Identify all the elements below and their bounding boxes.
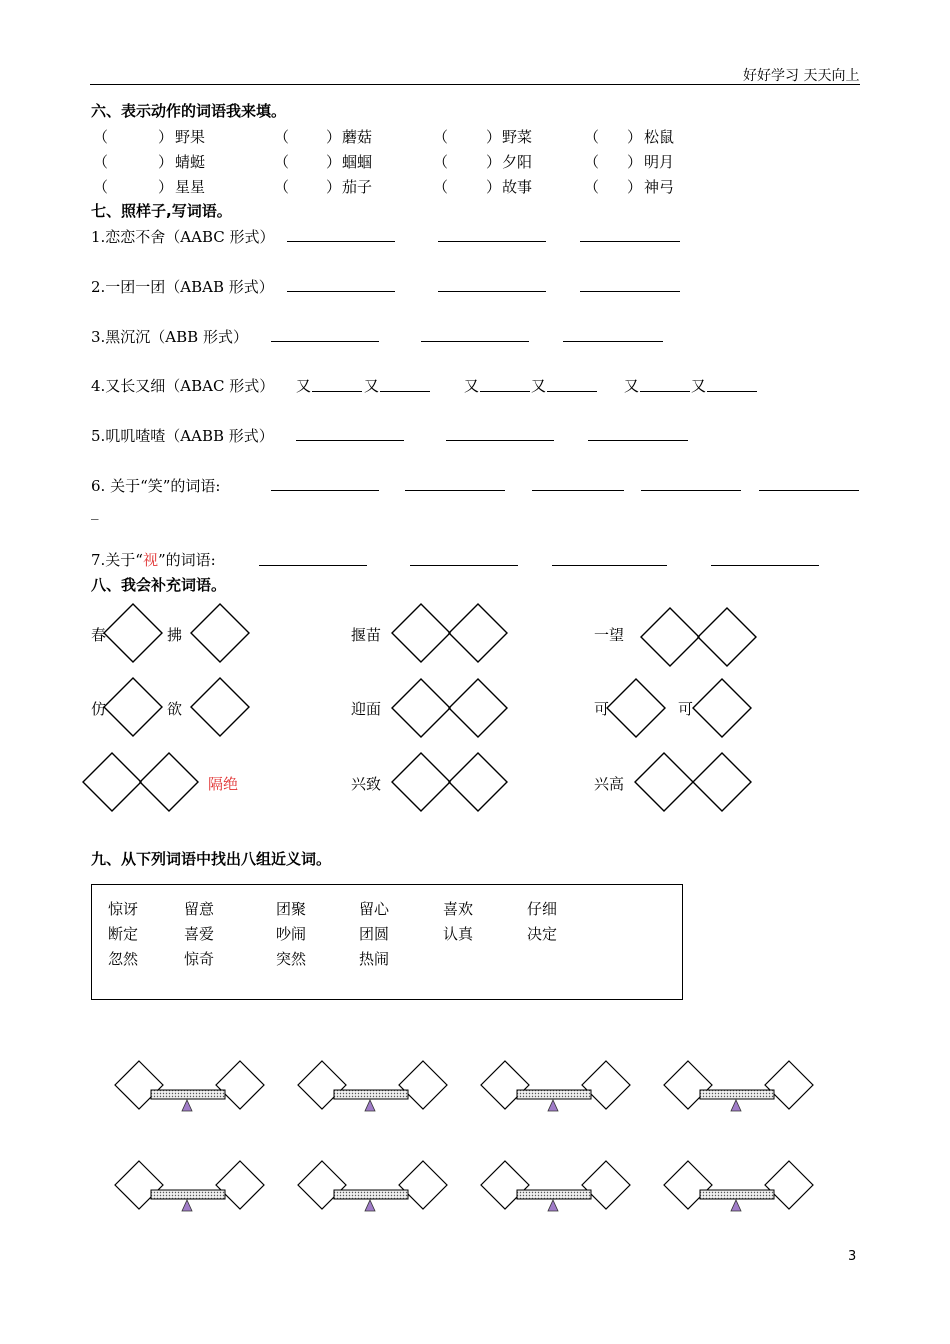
scale-beam [700,1090,774,1099]
object-word: 故事 [502,178,533,196]
label-fu: 拂 [167,626,183,644]
close-paren: ） [627,128,643,146]
item-7-pre: 7.关于“ [91,551,143,569]
section-9-title: 九、从下列词语中找出八组近义词。 [91,850,332,868]
object-word: 野果 [175,128,206,146]
you-char: 又 [691,377,707,395]
answer-diamond[interactable] [582,1161,630,1209]
fulcrum-triangle [365,1100,375,1111]
answer-diamond[interactable] [399,1161,447,1209]
fulcrum-triangle [548,1100,558,1111]
object-word: 神弓 [644,178,675,196]
answer-diamond[interactable] [115,1161,163,1209]
fulcrum-triangle [365,1200,375,1211]
bank-word: 留意 [184,900,215,918]
close-paren: ） [158,153,174,171]
balance-scale [298,1161,447,1211]
header-motto: 好好学习 天天向上 [743,68,860,84]
bank-word: 团聚 [276,900,307,918]
fulcrum-triangle [548,1200,558,1211]
open-paren: （ [274,128,290,146]
open-paren: （ [584,178,600,196]
object-word: 夕阳 [502,153,533,171]
answer-diamond[interactable] [664,1161,712,1209]
close-paren: ） [326,153,342,171]
balance-scale [481,1161,630,1211]
fulcrum-triangle [731,1100,741,1111]
label-yu: 欲 [167,700,183,718]
open-paren: （ [584,153,600,171]
bank-word: 喜爱 [184,925,215,943]
close-paren: ） [326,178,342,196]
close-paren: ） [627,178,643,196]
open-paren: （ [93,153,109,171]
fulcrum-triangle [731,1200,741,1211]
object-word: 蝈蝈 [342,153,373,171]
bank-word: 认真 [443,925,474,943]
bank-word: 忽然 [108,950,139,968]
close-paren: ） [627,153,643,171]
bank-word: 惊讶 [108,900,139,918]
item-5-label: 5.叽叽喳喳（AABB 形式） [91,427,274,445]
bank-word: 吵闹 [276,925,307,943]
answer-diamond[interactable] [664,1061,712,1109]
balance-scale [481,1061,630,1111]
close-paren: ） [158,178,174,196]
label-fang: 仿 [91,700,107,718]
close-paren: ） [486,178,502,196]
bank-word: 断定 [108,925,139,943]
item-3-label: 3.黑沉沉（ABB 形式） [91,328,248,346]
label-xinggao: 兴高 [594,775,625,793]
you-char: 又 [624,377,640,395]
answer-diamond[interactable] [115,1061,163,1109]
you-char: 又 [364,377,380,395]
close-paren: ） [326,128,342,146]
open-paren: （ [433,178,449,196]
you-char: 又 [531,377,547,395]
close-paren: ） [486,153,502,171]
page-number: 3 [848,1249,857,1264]
bank-word: 团圆 [359,925,390,943]
item-6-label: 6. 关于“笑”的词语: [91,477,221,495]
bank-word: 热闹 [359,950,390,968]
close-paren: ） [158,128,174,146]
balance-scale [664,1061,813,1111]
fulcrum-triangle [182,1100,192,1111]
object-word: 茄子 [342,178,373,196]
bank-word: 惊奇 [184,950,215,968]
wrap-dash: _ [91,502,99,520]
you-char: 又 [464,377,480,395]
item-1-label: 1.恋恋不舍（AABC 形式） [91,228,275,246]
open-paren: （ [274,153,290,171]
scale-beam [517,1090,591,1099]
answer-diamond[interactable] [216,1061,264,1109]
label-yiwang: 一望 [594,626,625,644]
close-paren: ） [486,128,502,146]
item-4-label: 4.又长又细（ABAC 形式） [91,377,275,395]
item-2-label: 2.一团一团（ABAB 形式） [91,278,274,296]
scale-beam [334,1190,408,1199]
label-ke-2: 可 [678,700,694,718]
fulcrum-triangle [182,1200,192,1211]
bank-word: 突然 [276,950,307,968]
bank-word: 仔细 [527,900,558,918]
object-word: 蜻蜓 [175,153,206,171]
object-word: 星星 [175,178,206,196]
answer-diamond[interactable] [481,1061,529,1109]
balance-scale [115,1061,264,1111]
section-6-title: 六、表示动作的词语我来填。 [91,102,287,120]
object-word: 明月 [644,153,675,171]
answer-diamond[interactable] [765,1161,813,1209]
label-gejue: 隔绝 [208,775,239,793]
open-paren: （ [274,178,290,196]
scale-beam [517,1190,591,1199]
answer-diamond[interactable] [765,1061,813,1109]
you-char: 又 [296,377,312,395]
object-word: 野菜 [502,128,533,146]
answer-diamond[interactable] [298,1161,346,1209]
open-paren: （ [93,128,109,146]
open-paren: （ [584,128,600,146]
scale-beam [700,1190,774,1199]
scale-beam [151,1190,225,1199]
open-paren: （ [433,128,449,146]
section-8-title: 八、我会补充词语。 [91,576,227,594]
bank-word: 喜欢 [443,900,474,918]
answer-diamond[interactable] [582,1061,630,1109]
object-word: 松鼠 [644,128,675,146]
scale-beam [334,1090,408,1099]
label-yingmian: 迎面 [351,700,382,718]
label-yamiao: 揠苗 [351,626,382,644]
balance-scale [664,1161,813,1211]
answer-diamond[interactable] [298,1061,346,1109]
scale-beam [151,1090,225,1099]
answer-diamond[interactable] [399,1061,447,1109]
object-word: 蘑菇 [342,128,373,146]
section-7-title: 七、照样子,写词语。 [91,202,232,220]
answer-diamond[interactable] [216,1161,264,1209]
label-xingzhi: 兴致 [351,775,382,793]
bank-word: 决定 [527,925,558,943]
item-7-red-char: 视 [142,551,158,569]
balance-scale [115,1161,264,1211]
balance-scale [298,1061,447,1111]
open-paren: （ [433,153,449,171]
bank-word: 留心 [359,900,390,918]
answer-diamond[interactable] [481,1161,529,1209]
item-7-post: ”的词语: [158,551,216,569]
open-paren: （ [93,178,109,196]
label-ke-1: 可 [594,700,610,718]
label-chun: 春 [91,626,107,644]
